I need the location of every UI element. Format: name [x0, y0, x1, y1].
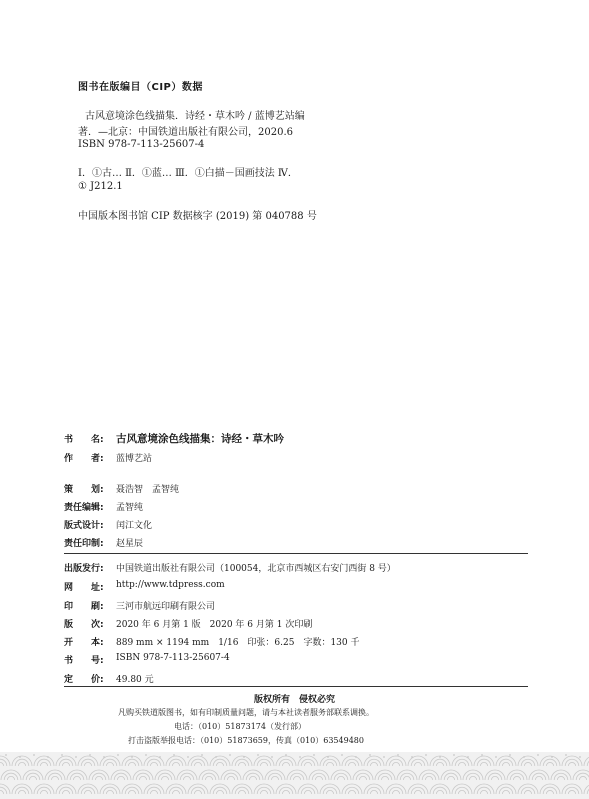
price-value: 49.80 元	[116, 675, 154, 685]
author-value: 蓝博艺站	[116, 454, 153, 464]
design-label: 版式设计:	[64, 521, 104, 531]
wave-dot	[565, 754, 567, 756]
wave-dot	[243, 756, 245, 758]
wave-dot	[383, 756, 385, 758]
printer-value: 三河市航远印刷有限公司	[116, 602, 216, 612]
edition-label: 版 次:	[64, 620, 104, 630]
isbn-value: ISBN 978-7-113-25607-4	[116, 653, 230, 663]
website-label: 网 址:	[64, 583, 104, 593]
wave-dot	[425, 754, 427, 756]
publisher-label: 出版发行:	[64, 564, 104, 574]
wave-dot	[271, 756, 273, 758]
cip-line-2: 著．—北京：中国铁道出版社有限公司，2020.6	[78, 127, 293, 138]
wave-pattern-icon	[0, 752, 589, 799]
author-label: 作 者:	[64, 454, 104, 464]
wave-dot	[159, 756, 161, 758]
footer-divider	[64, 686, 528, 687]
wave-dot	[313, 754, 315, 756]
planner-label: 策 划:	[64, 485, 104, 495]
price-label: 定 价:	[64, 675, 104, 685]
wave-dot	[103, 756, 105, 758]
wave-dot	[19, 756, 21, 758]
cip-isbn: ISBN 978-7-113-25607-4	[78, 139, 205, 150]
design-value: 闰江文化	[116, 521, 153, 531]
wave-dot	[467, 756, 469, 758]
print-manager-value: 赵星辰	[116, 539, 144, 549]
isbn-label: 书 号:	[64, 656, 104, 666]
wave-dot	[411, 756, 413, 758]
wave-dot	[61, 754, 63, 756]
cip-record-number: 中国版本图书馆 CIP 数据核字 (2019) 第 040788 号	[78, 211, 317, 222]
printer-label: 印 刷:	[64, 602, 104, 612]
wave-dot	[509, 754, 511, 756]
wave-dot	[439, 756, 441, 758]
publisher-value: 中国铁道出版社有限公司（100054，北京市西城区右安门西街 8 号）	[116, 564, 396, 574]
print-manager-label: 责任印制:	[64, 539, 104, 549]
wave-dot	[397, 754, 399, 756]
website-value: http://www.tdpress.com	[116, 580, 225, 590]
cip-line-1: 古风意境涂色线描集．诗经・草木吟 / 蓝博艺站编	[85, 111, 305, 122]
wave-dot	[145, 754, 147, 756]
quality-notice: 凡购买铁道版图书，如有印制质量问题，请与本社读者服务部联系调换。	[118, 708, 374, 717]
wave-dot	[495, 756, 497, 758]
wave-dot	[453, 754, 455, 756]
wave-dot	[257, 754, 259, 756]
wave-dot	[551, 756, 553, 758]
wave-dot	[33, 754, 35, 756]
wave-dot	[523, 756, 525, 758]
cip-heading: 图书在版编目（CIP）数据	[78, 82, 203, 93]
wave-dot	[299, 756, 301, 758]
section-divider	[64, 553, 528, 554]
wave-dot	[215, 756, 217, 758]
wave-dot	[201, 754, 203, 756]
distribution-phone: 电话：（010）51873174（发行部）	[174, 722, 306, 731]
wave-dot	[47, 756, 49, 758]
wave-dot	[327, 756, 329, 758]
wave-dot	[355, 756, 357, 758]
wave-dot	[369, 754, 371, 756]
planner-value: 聂浩智 孟智纯	[116, 485, 180, 495]
wave-dot	[537, 754, 539, 756]
piracy-report-phone: 打击盗版举报电话：（010）51873659，传真（010）63549480	[128, 736, 364, 745]
wave-dot	[131, 756, 133, 758]
editor-label: 责任编辑:	[64, 503, 104, 513]
book-title-value: 古风意境涂色线描集：诗经・草木吟	[116, 433, 284, 445]
rights-statement: 版权所有 侵权必究	[253, 695, 335, 705]
cip-classification: Ⅰ．①古… Ⅱ．①蓝… Ⅲ．①白描－国画技法 Ⅳ．	[78, 168, 298, 179]
wave-dot	[481, 754, 483, 756]
format-value: 889 mm × 1194 mm 1/16 印张：6.25 字数：130 千	[116, 638, 360, 648]
wave-dot	[89, 754, 91, 756]
cip-class-code: ① J212.1	[78, 181, 123, 192]
wave-dot	[341, 754, 343, 756]
wave-dot	[117, 754, 119, 756]
wave-dot	[285, 754, 287, 756]
editor-value: 孟智纯	[116, 503, 144, 513]
format-label: 开 本:	[64, 638, 104, 648]
wave-dot	[173, 754, 175, 756]
wave-dot	[187, 756, 189, 758]
edition-value: 2020 年 6 月第 1 版 2020 年 6 月第 1 次印刷	[116, 620, 313, 630]
book-title-label: 书 名:	[64, 435, 104, 445]
wave-dot	[579, 756, 581, 758]
wave-dot	[5, 754, 7, 756]
wave-dot	[229, 754, 231, 756]
wave-dot	[75, 756, 77, 758]
